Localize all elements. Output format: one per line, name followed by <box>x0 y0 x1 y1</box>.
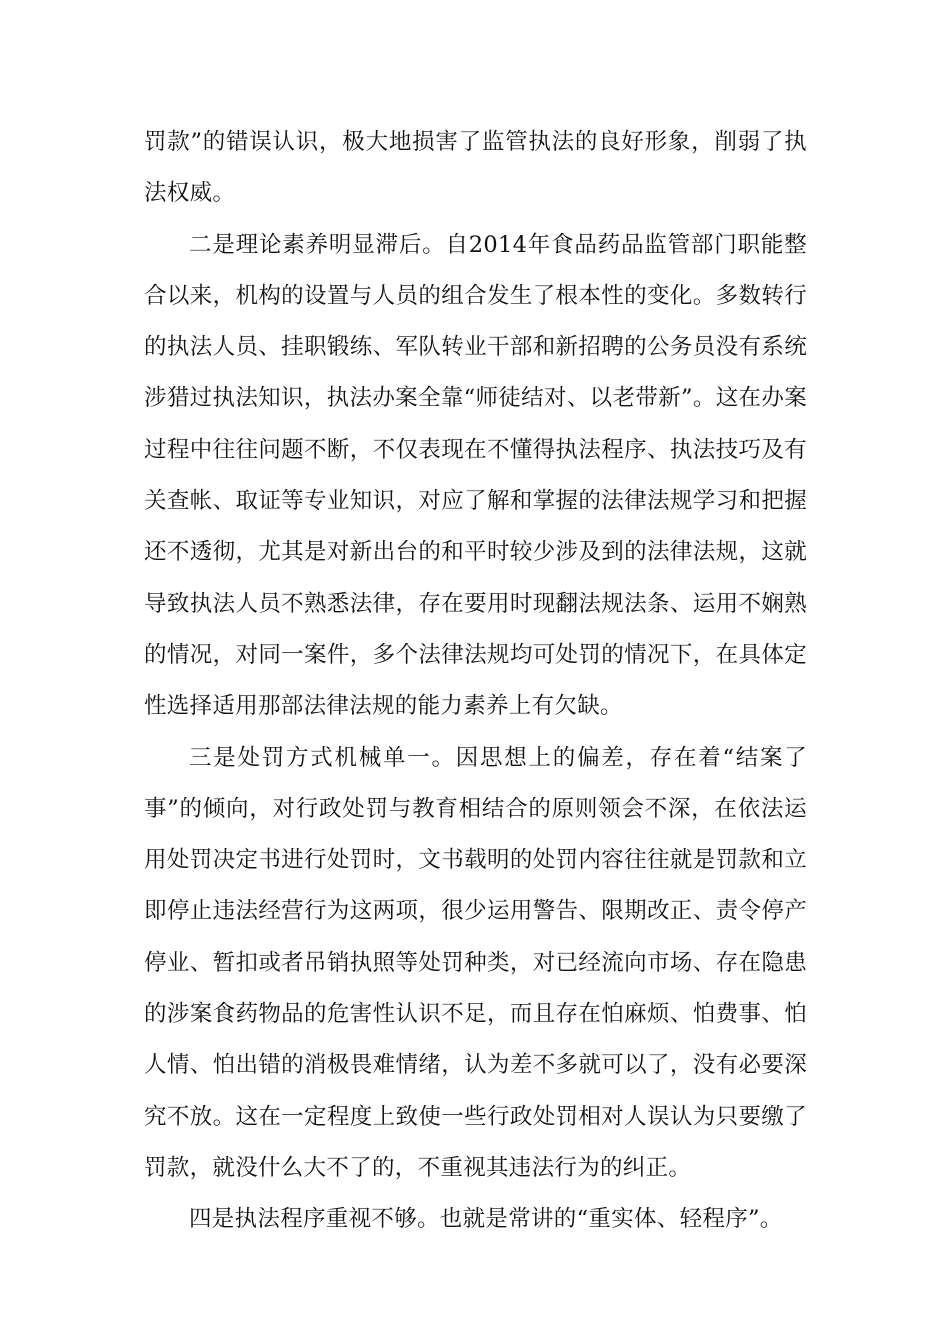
paragraph-penalty-methods: 三是处罚方式机械单一。因思想上的偏差，存在着“结案了事”的倾向，对行政处罚与教育相结合的原则领会不深，在依法运用处罚决定书进行处罚时，文书载明的处罚内容往往就是罚款和立即停止违法经营行为这两项，很少运用警告、限期改正、责令停产停业、暂扣或者吊销执照等处罚种类，对已经流向市场、存在隐患的涉案食药物品的危害性认识不足，而且存在怕麻烦、怕费事、怕人情、怕出错的消极畏难情绪，认为差不多就可以了，没有必要深究不放。这在一定程度上致使一些行政处罚相对人误认为只要缴了罚款，就没什么大不了的，不重视其违法行为的纠正。 <box>144 744 807 1181</box>
paragraph-theory-literacy: 二是理论素养明显滞后。自2014年食品药品监管部门职能整合以来，机构的设置与人员的组合发生了根本性的变化。多数转行的执法人员、挂职锻练、军队转业干部和新招聘的公务员没有系统涉猎过执法知识，执法办案全靠“师徒结对、以老带新”。这在办案过程中往往问题不断，不仅表现在不懂得执法程序、执法技巧及有关查帐、取证等专业知识，对应了解和掌握的法律法规学习和把握还不透彻，尤其是对新出台的和平时较少涉及到的法律法规，这就导致执法人员不熟悉法律，存在要用时现翻法规法条、运用不娴熟的情况，对同一案件，多个法律法规均可处罚的情况下，在具体定性选择适用那部法律法规的能力素养上有欠缺。 <box>144 231 807 720</box>
document-body <box>144 117 807 1246</box>
paragraph-procedure: 四是执法程序重视不够。也就是常讲的“重实体、轻程序”。 <box>189 1206 783 1233</box>
paragraph-continuation: 罚款”的错误认识，极大地损害了监管执法的良好形象，削弱了执法权威。 <box>144 129 807 207</box>
